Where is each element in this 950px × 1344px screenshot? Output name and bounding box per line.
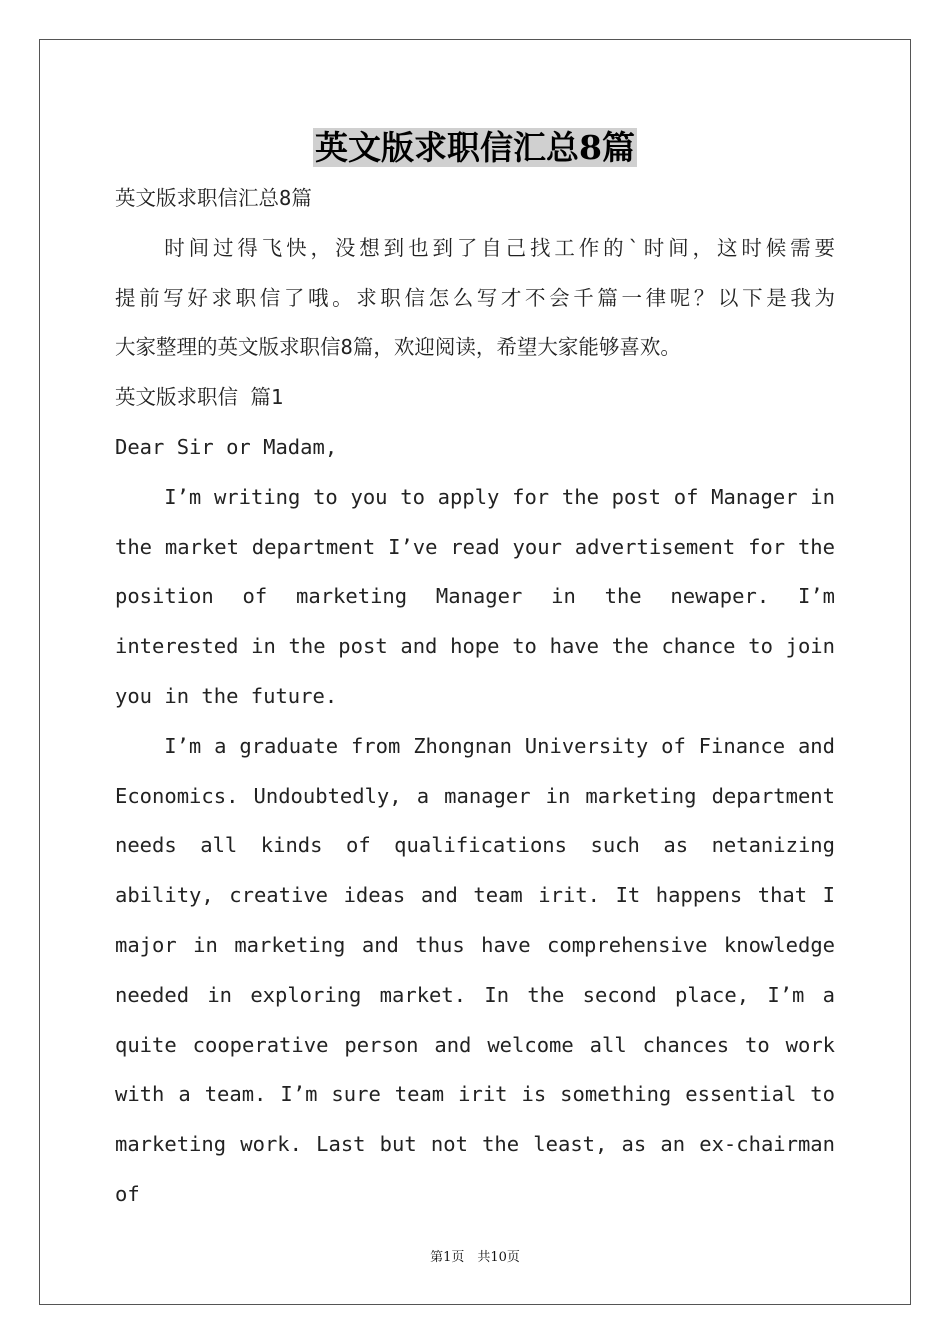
text-line: I’m a graduate from Zhongnan University of Finance and <box>164 733 835 758</box>
text-line: 英文版求职信 篇1 <box>115 385 284 410</box>
text-line: you in the future. <box>115 683 338 708</box>
text-line: I’m writing to you to apply for the post of Manager in <box>164 484 835 509</box>
text-line: 时间过得飞快，没想到也到了自己找工作的`时间，这时候需要 <box>164 235 835 260</box>
page-footer: 第1页 共10页 <box>430 1250 520 1265</box>
text-line: the market department I’ve read your advertisement for the <box>115 534 835 559</box>
text-line: 英文版求职信汇总8篇 <box>115 186 312 210</box>
text-line: with a team. I’m sure team irit is something essential to <box>115 1082 835 1107</box>
text-line: quite cooperative person and welcome all chances to work <box>115 1032 835 1057</box>
document-body <box>115 174 835 1206</box>
text-line: major in marketing and thus have comprehensive knowledge <box>115 932 835 957</box>
text-line: needs all kinds of qualifications such as netanizing <box>115 833 835 858</box>
text-line: ability, creative ideas and team irit. It happens that I <box>115 883 835 908</box>
document-title <box>0 124 950 172</box>
text-line: 大家整理的英文版求职信8篇，欢迎阅读，希望大家能够喜欢。 <box>115 335 681 360</box>
text-line: Economics. Undoubtedly, a manager in marketing department <box>115 783 835 808</box>
text-line: needed in exploring market. In the second place, I’m a <box>115 982 835 1007</box>
text-line: interested in the post and hope to have the chance to join <box>115 634 835 659</box>
text-line: Dear Sir or Madam, <box>115 434 338 459</box>
text-line: position of marketing Manager in the newaper. I’m <box>115 584 835 609</box>
document-title-text: 英文版求职信汇总8篇 <box>315 128 635 167</box>
text-line: 提前写好求职信了哦。求职信怎么写才不会千篇一律呢？以下是我为 <box>115 285 835 310</box>
text-line: marketing work. Last but not the least, as an ex-chairman of <box>115 1132 835 1206</box>
